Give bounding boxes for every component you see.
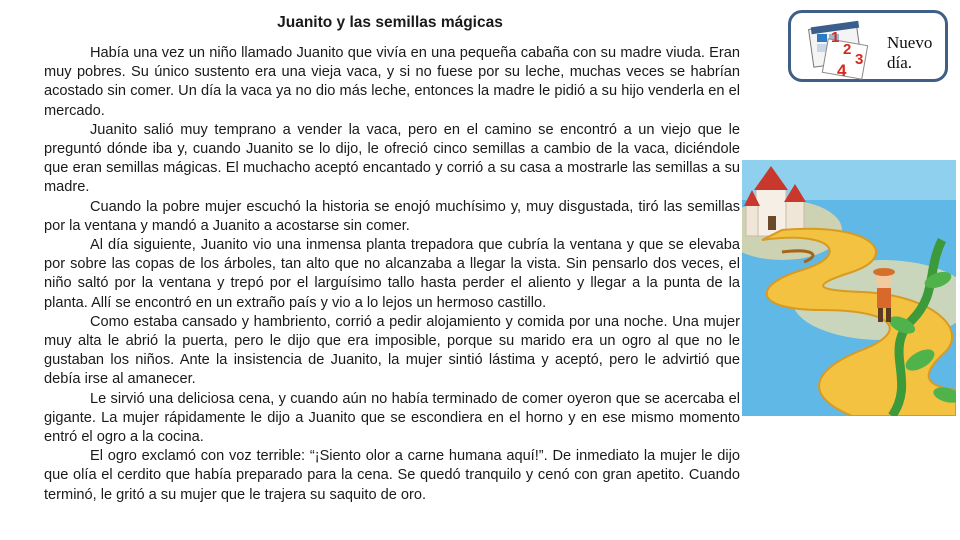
calendar-icon xyxy=(805,20,881,80)
paragraph: Cuando la pobre mujer escuchó la historia se enojó muchísimo y, muy disgustada, tiró las semillas por la ventana y mandó a Juanito a acostarse sin comer. xyxy=(44,198,740,234)
paragraph: Había una vez un niño llamado Juanito que vivía en una pequeña cabaña con su madre viuda. Eran muy pobres. Su único sustento era una vieja vaca, y si no fuese por su leche, muchas veces se habrían acostado sin comer. Un día la vaca ya no dio más leche, entonces la madre le pidió a su hijo venderla en el mercado. xyxy=(44,45,740,119)
beanstalk-castle-illustration xyxy=(742,160,956,416)
calendar-digit-4: 4 xyxy=(837,61,847,80)
story-text xyxy=(44,44,740,505)
badge-label: Nuevo día. xyxy=(887,33,933,72)
new-day-badge xyxy=(788,10,948,82)
paragraph: Al día siguiente, Juanito vio una inmensa planta trepadora que cubría la ventana y que se elevaba por sobre las copas de los árboles, tan alto que no alcanzaba a llegar la vista. Sin pensarlo dos veces, el niño saltó por la ventana y trepó por el larguísimo tallo hasta perder el aliento y llegar a la punta de la planta. Allí se encontró en un extraño país y vio a lo lejos un hermoso castillo. xyxy=(44,237,740,311)
paragraph: Le sirvió una deliciosa cena, y cuando aún no había terminado de comer oyeron que se acercaba el gigante. La mujer rápidamente le dijo a Juanito que se escondiera en el horno y en ese mismo momento entró el ogro a la cocina. xyxy=(44,390,740,446)
illustration-art xyxy=(742,160,956,416)
calendar-digit-3: 3 xyxy=(855,51,864,68)
document-title: Juanito y las semillas mágicas xyxy=(277,14,503,31)
paragraph: El ogro exclamó con voz terrible: “¡Siento olor a carne humana aquí!”. De inmediato la mujer le dijo que olía el cerdito que había preparado para la cena. Se quedó tranquilo y cenó con gran apetito. Cuando terminó, le gritó a su mujer que le trajera su saquito de oro. xyxy=(44,448,740,503)
calendar-digit-2: 2 xyxy=(843,41,852,58)
paragraph: Como estaba cansado y hambriento, corrió a pedir alojamiento y comida por una noche. Una mujer muy alta le abrió la puerta, pero le dijo que era imposible, porque su marido era un ogro al que no le gustaban los niños. Ante la insistencia de Juanito, la mujer sintió lástima y aceptó, pero le advirtió que debía irse al amanecer. xyxy=(44,313,740,388)
paragraph: Juanito salió muy temprano a vender la vaca, pero en el camino se encontró a un viejo que le preguntó dónde iba y, cuando Juanito se lo dijo, le ofreció cinco semillas a cambio de la vaca, diciéndole que eran semillas mágicas. El muchacho aceptó encantado y corrió a su casa a mostrarle las semillas a su madre. xyxy=(44,121,740,196)
calendar-digit-1: 1 xyxy=(831,29,840,46)
